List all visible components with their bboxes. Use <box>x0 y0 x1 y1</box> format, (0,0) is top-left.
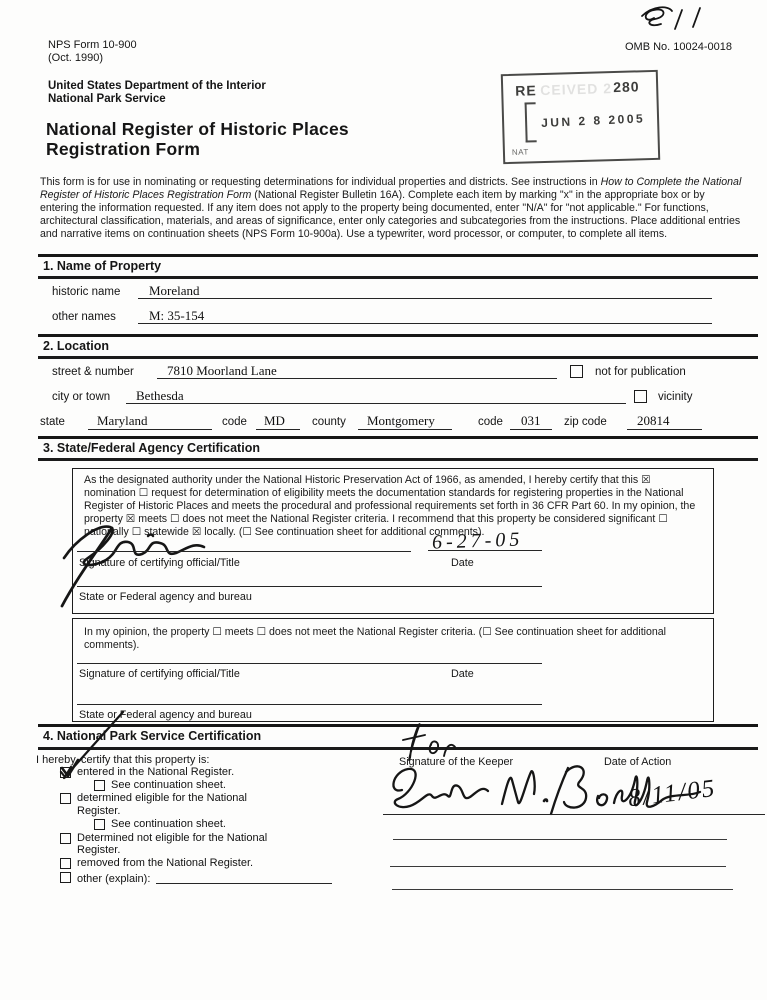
section3-top-rule <box>38 436 758 439</box>
street-field-line <box>157 378 557 379</box>
keeper-signature-label: Signature of the Keeper <box>399 756 514 768</box>
opinion-date-label: Date <box>451 668 474 680</box>
state-code-label: code <box>222 416 247 428</box>
option-other <box>60 871 360 886</box>
state-code-value: MD <box>264 413 285 428</box>
certifying-signature-line <box>77 551 411 552</box>
city-town-value: Bethesda <box>136 388 184 403</box>
zip-code-field-line <box>627 429 702 430</box>
certifying-signature-label: Signature of certifying official/Title <box>79 557 240 569</box>
street-number-label: street & number <box>52 366 134 378</box>
county-code-value: 031 <box>521 413 541 428</box>
section3-header: 3. State/Federal Agency Certification <box>43 441 260 455</box>
certification-date-handwritten: 6-27-05 <box>431 528 524 554</box>
date-of-action-handwritten: 8/11/05 <box>626 774 718 813</box>
omb-number: OMB No. 10024-0018 <box>625 41 733 53</box>
entered-label: entered in the National Register. <box>77 766 235 778</box>
form-title-line1: National Register of Historic Places <box>46 119 349 139</box>
continuation2-checkbox <box>94 819 105 830</box>
state-code-field-line <box>256 429 300 430</box>
instructions-italic-title: How to Complete the National Register of Historic Places Registration Form <box>40 176 742 201</box>
handwritten-page-number-mark <box>636 3 714 33</box>
agency-line1: United States Department of the Interior <box>48 80 266 92</box>
historic-name-field-line <box>138 298 712 299</box>
removed-label: removed from the National Register. <box>77 857 254 870</box>
historic-name-label: historic name <box>52 286 121 298</box>
keeper-blank-line-3 <box>392 889 733 890</box>
opinion-signature-line <box>77 663 542 664</box>
other-names-field-line <box>138 323 712 324</box>
state-field-line <box>88 429 212 430</box>
certification-date-label: Date <box>451 557 474 569</box>
county-code-label: code <box>478 416 503 428</box>
other-label-wrap <box>77 871 332 886</box>
instructions-part1: This form is for use in nominating or requesting determinations for individual properties and districts. See instructions in <box>40 176 601 188</box>
other-explain-line <box>156 871 332 884</box>
other-label: other (explain): <box>77 872 151 885</box>
form-instructions <box>40 176 742 241</box>
agency-block <box>48 80 266 106</box>
form-number-block <box>48 39 137 65</box>
agency-bureau-line <box>77 586 542 587</box>
city-field-line <box>126 403 626 404</box>
date-of-action-label: Date of Action <box>604 756 672 768</box>
instructions-part2: (National Register Bulletin 16A). Complete each item by marking "x" in the appropriate box or by entering the information requested. If any item does not apply to the property being documented, enter "N/A" for "not applicable." For functions, architectural classification, materials, and areas of significance, enter only categories and subcategories from the instructions. Place additional entries and narrative items on continuation sheets (NPS Form 10-900a). Use a typewriter, word processor, or computer, to complete all items. <box>40 189 741 240</box>
stamp-date: JUN 2 8 2005 <box>540 111 646 131</box>
county-code-field-line <box>510 429 552 430</box>
city-town-label: city or town <box>52 391 111 403</box>
section1-bottom-rule <box>38 276 758 279</box>
section2-top-rule <box>38 334 758 337</box>
opinion-signature-label: Signature of certifying official/Title <box>79 668 240 680</box>
county-field-line <box>358 429 452 430</box>
determined-not-eligible-checkbox <box>60 833 71 844</box>
form-title <box>46 119 349 159</box>
opinion-agency-label: State or Federal agency and bureau <box>79 709 252 721</box>
opinion-statement: In my opinion, the property ☐ meets ☐ does not meet the National Register criteria. (☐ See continuation sheet for additional comments). <box>84 626 667 651</box>
stamp-received-prefix: RE <box>515 82 537 99</box>
keeper-signature-line <box>383 814 765 815</box>
option-determined-not-eligible <box>60 832 360 857</box>
state-label: state <box>40 416 65 428</box>
other-names-value: M: 35-154 <box>149 308 205 323</box>
agency-line2: National Park Service <box>48 93 166 105</box>
zip-code-label: zip code <box>564 416 607 428</box>
determined-not-eligible-label: Determined not eligible for the National Register. <box>77 831 268 857</box>
form-date: (Oct. 1990) <box>48 52 104 64</box>
continuation1-label: See continuation sheet. <box>111 779 226 792</box>
vicinity-label: vicinity <box>658 391 693 403</box>
zip-code-value: 20814 <box>637 413 670 428</box>
street-number-value: 7810 Moorland Lane <box>167 363 277 378</box>
option-removed <box>60 857 360 870</box>
removed-checkbox <box>60 858 71 869</box>
received-date-stamp <box>501 70 660 164</box>
form-number: NPS Form 10-900 <box>48 39 137 51</box>
stamp-received-faded: CEIVED 2 <box>540 80 613 99</box>
section1-header: 1. Name of Property <box>43 259 162 273</box>
opinion-agency-line <box>77 704 542 705</box>
not-for-publication-checkbox <box>570 365 583 378</box>
stamp-bracket <box>525 102 537 142</box>
determined-eligible-label: determined eligible for the National Register. <box>77 792 247 818</box>
section1-top-rule <box>38 254 758 257</box>
other-checkbox <box>60 872 71 883</box>
not-for-publication-label: not for publication <box>595 366 686 378</box>
state-value: Maryland <box>97 413 148 428</box>
section3-bottom-rule <box>38 458 758 461</box>
certification-date-line <box>428 550 542 551</box>
vicinity-checkbox <box>634 390 647 403</box>
stamp-received-number: 280 <box>612 78 640 96</box>
keeper-blank-line-2 <box>390 866 726 867</box>
agency-bureau-label: State or Federal agency and bureau <box>79 591 252 603</box>
option-continuation-2 <box>94 818 360 831</box>
county-label: county <box>312 416 346 428</box>
certification-statement: As the designated authority under the National Historic Preservation Act of 1966, as amended, I hereby certify that this ☒ nomination ☐ request for determination of eligibility meets the documentation standards for registering properties in the National Register of Historic Places and meets the procedural and professional requirements set forth in 36 CFR Part 60. In my opinion, the property ☒ meets ☐ does not meet the National Register criteria. I recommend that this property be considered significant ☐ nationally ☐ statewide ☒ locally. (☐ See continuation sheet for additional comments). <box>84 474 696 538</box>
continuation2-label: See continuation sheet. <box>111 818 226 831</box>
historic-name-value: Moreland <box>149 283 200 298</box>
county-value: Montgomery <box>367 413 435 428</box>
nps-certification-intro: I hereby, certify that this property is: <box>36 754 210 766</box>
form-title-line2: Registration Form <box>46 139 201 159</box>
keeper-blank-line-1 <box>393 839 727 840</box>
section2-bottom-rule <box>38 356 758 359</box>
handwritten-checkmark-and-slash <box>30 708 140 798</box>
other-names-label: other names <box>52 311 116 323</box>
section2-header: 2. Location <box>43 339 109 353</box>
stamp-bottom-text: NAT <box>511 147 529 157</box>
section4-header: 4. National Park Service Certification <box>43 729 262 743</box>
